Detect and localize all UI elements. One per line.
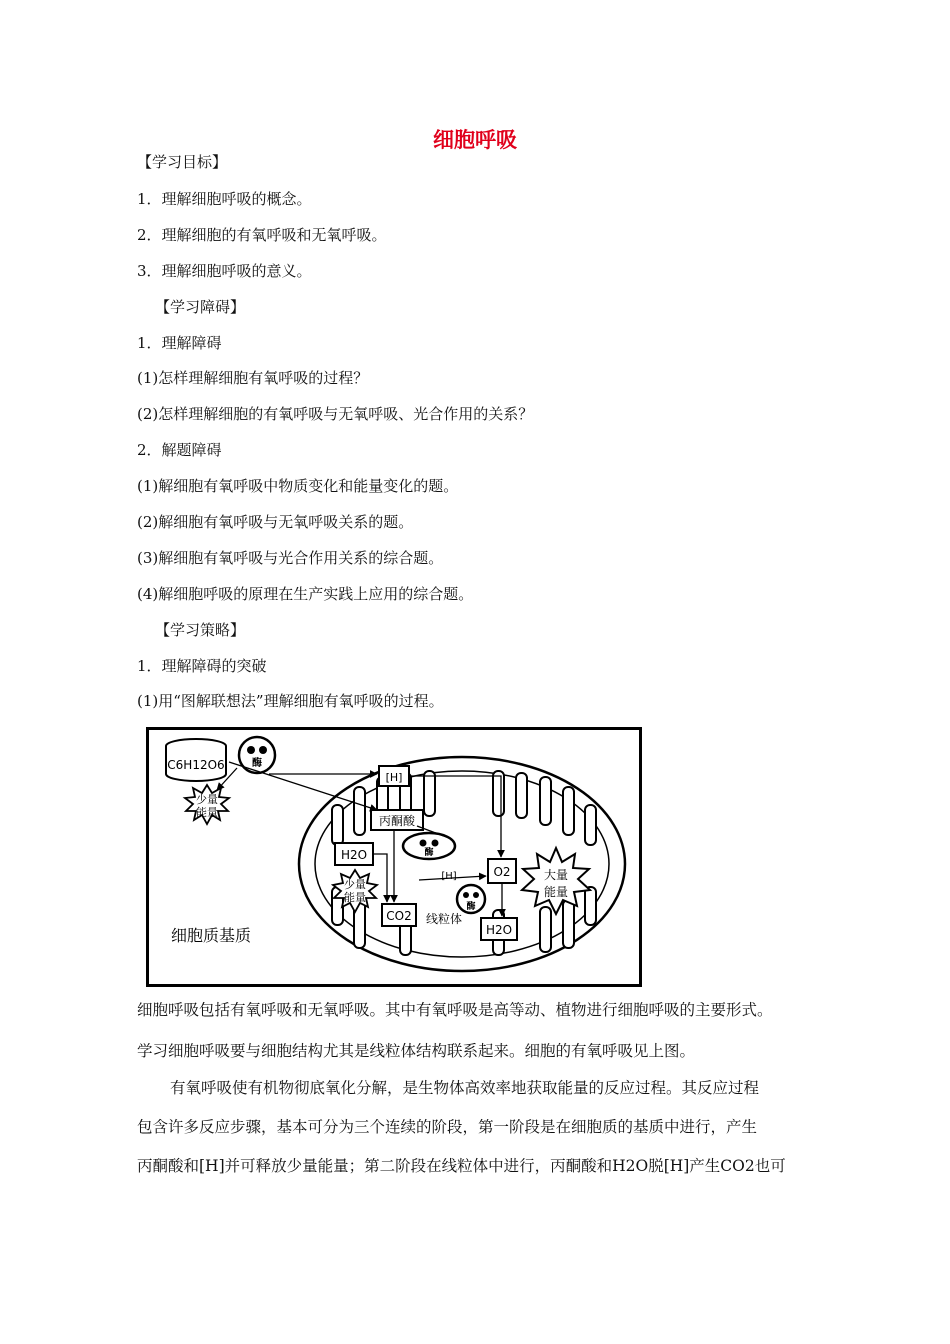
strategy-subheading: 1．理解障碍的突破 (137, 657, 267, 675)
paragraph-line: 丙酮酸和[H]并可释放少量能量；第二阶段在线粒体中进行，丙酮酸和H2O脱[H]产生CO2也可 (137, 1157, 786, 1175)
obstacles-heading: 【学习障碍】 (155, 298, 246, 316)
svg-text:酶: 酶 (252, 758, 262, 769)
glucose-label: C6H12O6 (167, 758, 225, 772)
respiration-diagram (146, 727, 642, 987)
pyruvate-label: 丙酮酸 (378, 814, 416, 828)
paragraph-line: 有氧呼吸使有机物彻底氧化分解，是生物体高效率地获取能量的反应过程。其反应过程 (170, 1079, 760, 1097)
mitochondrion-label: 线粒体 (425, 912, 463, 926)
obstacle-subheading: 1．理解障碍 (137, 334, 222, 352)
obstacle-subheading: 2．解题障碍 (137, 441, 222, 459)
obstacle-item: (1)解细胞有氧呼吸中物质变化和能量变化的题。 (137, 477, 459, 495)
obstacle-item: (1)怎样理解细胞有氧呼吸的过程？ (137, 369, 369, 387)
strategy-item: (1)用“图解联想法”理解细胞有氧呼吸的过程。 (137, 692, 444, 710)
page-title: 细胞呼吸 (433, 128, 517, 152)
svg-text:能量: 能量 (196, 806, 218, 819)
svg-text:少量: 少量 (344, 878, 366, 891)
paragraph-line: 细胞呼吸包括有氧呼吸和无氧呼吸。其中有氧呼吸是高等动、植物进行细胞呼吸的主要形式。 (137, 1001, 773, 1019)
obstacle-item: (2)怎样理解细胞的有氧呼吸与无氧呼吸、光合作用的关系？ (137, 405, 534, 423)
svg-text:大量: 大量 (543, 868, 569, 882)
co2-label: CO2 (386, 909, 412, 923)
small-energy-burst (185, 785, 229, 824)
paragraph-line: 包含许多反应步骤，基本可分为三个连续的阶段，第一阶段是在细胞质的基质中进行，产生 (137, 1118, 758, 1136)
svg-text:少量: 少量 (196, 793, 218, 806)
strategy-heading: 【学习策略】 (155, 621, 246, 639)
goal-item: 2．理解细胞的有氧呼吸和无氧呼吸。 (137, 226, 387, 244)
goal-item: 3．理解细胞呼吸的意义。 (137, 262, 312, 280)
svg-text:能量: 能量 (543, 885, 569, 899)
svg-text:酶: 酶 (424, 848, 434, 858)
obstacle-item: (2)解细胞有氧呼吸与无氧呼吸关系的题。 (137, 513, 414, 531)
hydrogen-label-mid: [H] (441, 871, 457, 882)
goal-item: 1．理解细胞呼吸的概念。 (137, 190, 312, 208)
hydrogen-label-top: [H] (385, 771, 403, 784)
paragraph-line: 学习细胞呼吸要与细胞结构尤其是线粒体结构联系起来。细胞的有氧呼吸见上图。 (137, 1042, 696, 1060)
svg-text:能量: 能量 (344, 891, 366, 904)
obstacle-item: (3)解细胞有氧呼吸与光合作用关系的综合题。 (137, 549, 444, 567)
enzyme-face-icon (457, 885, 485, 913)
water-output-label: H2O (485, 923, 513, 937)
oxygen-label: O2 (493, 865, 511, 879)
obstacle-item: (4)解细胞呼吸的原理在生产实践上应用的综合题。 (137, 585, 474, 603)
svg-text:酶: 酶 (466, 902, 476, 912)
cytoplasm-label: 细胞质基质 (171, 926, 252, 945)
water-input-label: H2O (340, 848, 368, 862)
glucose-container (166, 739, 226, 781)
goals-heading: 【学习目标】 (137, 153, 228, 171)
